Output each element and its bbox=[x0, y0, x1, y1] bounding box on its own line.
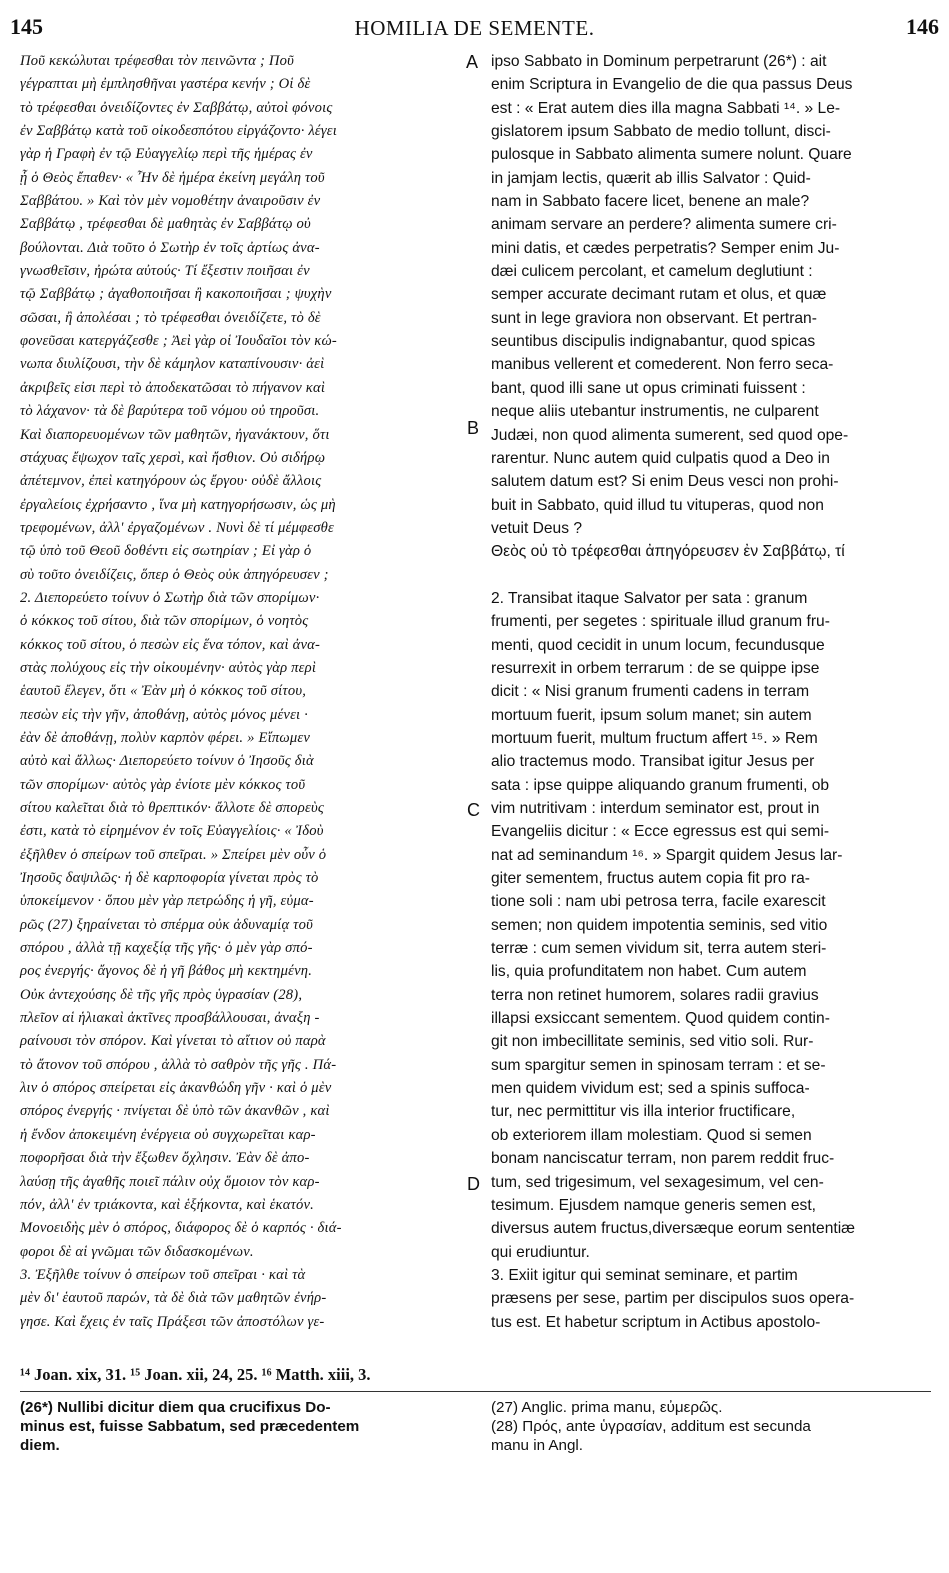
latin-text-line: men quidem vividum est; sed a spinis suffoca- bbox=[491, 1080, 810, 1098]
greek-text-line: λιν ὁ σπόρος σπείρεται εἰς ἀκανθώδη γῆν · καὶ ὁ μὲν bbox=[20, 1080, 332, 1097]
margin-marker-b: B bbox=[467, 418, 480, 438]
latin-text-line: terræ : cum semen vividum sit, terra autem steri- bbox=[491, 940, 827, 958]
greek-text-line: μὲν δι' ἑαυτοῦ παρών, τὰ δὲ διὰ τῶν μαθητῶν ἐνήρ- bbox=[20, 1290, 327, 1307]
latin-text-line: Judæi, non quod alimenta sumerent, sed quod ope- bbox=[491, 426, 849, 444]
greek-text-line: ἐργαλείοις ἐχρήσαντο , ἵνα μὴ κατηγορήσωσιν, ὡς μὴ bbox=[20, 496, 336, 513]
greek-text-line: πεσὼν εἰς τὴν γῆν, ἀποθάνῃ, αὐτὸς μόνος μένει · bbox=[20, 706, 308, 723]
latin-text-line: vim nutritivam : interdum seminator est, prout in bbox=[491, 800, 820, 817]
latin-text-line: enim Scriptura in Evangelio de die qua passus Deus bbox=[491, 76, 853, 94]
latin-text-line: in jamjam lectis, quærit ab illis Salvator : Quid- bbox=[491, 169, 811, 187]
greek-text-line: τὸ ἄτονον τοῦ σπόρου , ἀλλὰ τὸ σαθρὸν τῆς γῆς . Πά- bbox=[20, 1056, 337, 1073]
latin-text-line: 3. Exiit igitur qui seminat seminare, et partim bbox=[491, 1266, 798, 1284]
latin-text-line: tione soli : nam ubi petrosa terra, facile exarescit bbox=[491, 893, 826, 911]
footnotes-right bbox=[491, 1398, 936, 1455]
greek-text-line: βούλονται. Διὰ τοῦτο ὁ Σωτὴρ ἐν τοῖς ἀρτίως ἀνα- bbox=[20, 239, 320, 256]
greek-text-line: τῶν σπορίμων· αὐτὸς γὰρ ἐνίοτε μὲν κόκκος τοῦ bbox=[20, 776, 306, 793]
latin-text-line: tesimum. Ejusdem namque generis semen est, bbox=[491, 1196, 817, 1214]
page-number-left: 145 bbox=[10, 14, 43, 39]
latin-text-line: seuntibus discipulis indignabantur, quod spicas bbox=[491, 333, 816, 351]
greek-text-line: ἀπέτεμνον, ἐπεὶ κατηγόρουν ὡς ἔργου· οὐδὲ ἄλλοις bbox=[20, 473, 322, 490]
greek-text-line: στὰς πολύχους εἰς τὴν οἰκουμένην· αὐτὸς γὰρ περὶ bbox=[20, 659, 317, 676]
greek-text-line: κόκκος τοῦ σίτου, ὁ πεσὼν εἰς ἕνα τόπον, καὶ ἀνα- bbox=[20, 636, 321, 653]
greek-text-line: Σαββάτῳ , τρέφεσθαι δὲ μαθητὰς ἐν Σαββάτῳ οὐ bbox=[20, 216, 311, 233]
greek-text-line: σῶσαι, ἢ ἀπολέσαι ; τὸ τρέφεσθαι ὀνειδίζετε, τὸ δὲ bbox=[20, 309, 321, 326]
latin-text-line: dicit : « Nisi granum frumenti cadens in terram bbox=[491, 683, 810, 701]
greek-text-line: ποφορῆσαι διὰ τὴν ἔξωθεν ὄχλησιν. Ἐὰν δὲ ἀπο- bbox=[20, 1150, 310, 1167]
greek-text-line: λαύσῃ τῆς ἀγαθῆς ποιεῖ πάλιν οὐχ ὅμοιον τὸν καρ- bbox=[20, 1173, 320, 1190]
greek-text-line: γὰρ ἡ Γραφὴ ἐν τῷ Εὐαγγελίῳ περὶ τῆς ἡμέρας ἐν bbox=[20, 146, 313, 163]
footnote-line: minus est, fuisse Sabbatum, sed præcedentem bbox=[20, 1418, 360, 1435]
running-header bbox=[8, 14, 941, 40]
running-title: HOMILIA DE SEMENTE. bbox=[354, 16, 595, 40]
greek-text-line: τῷ Σαββάτῳ ; ἀγαθοποιῆσαι ἢ κακοποιῆσαι ; ψυχὴν bbox=[20, 286, 332, 303]
greek-text-line: σὺ τοῦτο ὀνειδίζεις, ὅπερ ὁ Θεὸς οὐκ ἀπηγόρευσεν ; bbox=[20, 566, 329, 583]
greek-text-line: σπόρος ἐνεργής · πνίγεται δὲ ὑπὸ τῶν ἀκανθῶν , καὶ bbox=[20, 1103, 330, 1120]
greek-text-line: Οὐκ ἀντεχούσης δὲ τῆς γῆς πρὸς ὑγρασίαν (28), bbox=[20, 986, 303, 1003]
latin-text-line: terra non retinet humorem, solares radii gravius bbox=[491, 986, 819, 1004]
latin-text-line: illapsi exsiccant sementem. Quod quidem contin- bbox=[491, 1010, 830, 1028]
latin-text-line: manibus vellerent et comederent. Non ferro seca- bbox=[491, 356, 834, 374]
latin-text-line: salutem datum est? Si enim Deus vesci non prohi- bbox=[491, 473, 839, 491]
greek-text-line: τὸ λάχανον· τὰ δὲ βαρύτερα τοῦ νόμου οὐ τηροῦσι. bbox=[20, 403, 320, 420]
latin-text-line: præsens per sese, partim per discipulos suos opera- bbox=[491, 1290, 855, 1308]
latin-text-line: sata : ipse quippe aliquando granum frumenti, ob bbox=[491, 776, 830, 794]
footnote-divider bbox=[20, 1391, 931, 1392]
greek-text-line: φοροι δὲ αἱ γνῶμαι τῶν διδασκομένων. bbox=[20, 1243, 254, 1260]
footnote-line: manu in Angl. bbox=[491, 1437, 584, 1454]
margin-marker-a: A bbox=[466, 52, 479, 72]
latin-text-line: tum, sed trigesimum, vel sexagesimum, vel cen- bbox=[491, 1173, 824, 1191]
greek-text-line: 2. Διεπορεύετο τοίνυν ὁ Σωτὴρ διὰ τῶν σπορίμων· bbox=[20, 589, 320, 606]
greek-text-line: ρος ἐνεργής· ἄγονος δὲ ἡ γῆ βάθος μὴ κεκτημένη. bbox=[20, 963, 313, 980]
greek-text-line: ἀκριβεῖς εἰσι περὶ τὸ ἀποδεκατῶσαι τὸ πήγανον καὶ bbox=[20, 379, 326, 396]
greek-text-line: ὑποκείμενον · ὅπου μὲν γὰρ πετρώδης ἡ γῆ, εὐμα- bbox=[20, 893, 314, 910]
greek-text-line: ἐστι, κατὰ τὸ εἰρημένον ἐν τοῖς Εὐαγγελίοις· « Ἰδοὺ bbox=[20, 823, 324, 840]
latin-text-line: dæi culicem percolant, et camelum deglutiunt : bbox=[491, 263, 813, 281]
footnotes-left bbox=[20, 1398, 470, 1455]
latin-text-line: 2. Transibat itaque Salvator per sata : granum bbox=[491, 589, 808, 607]
margin-marker-c: C bbox=[467, 800, 480, 820]
greek-text-line: τρεφομένων, ἀλλ' ἐργαζομένων . Νυνὶ δὲ τί μέμφεσθε bbox=[20, 519, 334, 536]
greek-text-line: ἡ ἔνδον ἀποκειμένη ἐνέργεια οὐ συγχωρεῖται καρ- bbox=[20, 1126, 316, 1143]
latin-text-line: nam in Sabbato facere licet, benene an male? bbox=[491, 193, 810, 211]
scripture-references: ¹⁴ Joan. xix, 31. ¹⁵ Joan. xii, 24, 25. ¹⁶ Matth. xiii, 3. bbox=[20, 1365, 371, 1384]
latin-text-line: est : « Erat autem dies illa magna Sabbati ¹⁴. » Le- bbox=[491, 99, 841, 117]
latin-text-line: tur, nec permittitur vis illa interior fructificare, bbox=[491, 1103, 796, 1121]
latin-text-line: mortuum fuerit, ipsum solum manet; sin autem bbox=[491, 706, 812, 724]
greek-text-line: ὁ κόκκος τοῦ σίτου, διὰ τῶν σπορίμων, ὁ νοητὸς bbox=[20, 613, 309, 630]
latin-text-line: rarentur. Nunc autem quid culpatis quod a Deo in bbox=[491, 449, 830, 467]
page-number-right: 146 bbox=[906, 14, 939, 39]
latin-text-line: semen; non quidem impotentia seminis, sed vitio bbox=[491, 916, 828, 934]
latin-text-line: diversus autem fructus,diversæque eorum sententiæ bbox=[491, 1220, 856, 1238]
latin-text-column bbox=[491, 50, 936, 1334]
latin-text-line: frumenti, per segetes : spirituale illud granum fru- bbox=[491, 613, 830, 631]
latin-text-line: mortuum fuerit, multum fructum affert ¹⁵. » Rem bbox=[491, 729, 818, 747]
latin-text-line: neque aliis utebantur instrumentis, ne culparent bbox=[491, 403, 819, 421]
latin-text-line: vetuit Deus ? bbox=[491, 519, 583, 537]
greek-text-line: τῷ ὑπὸ τοῦ Θεοῦ δοθέντι εἰς σωτηρίαν ; Εἰ γὰρ ὁ bbox=[20, 543, 312, 560]
greek-text-line: ἑαυτοῦ ἔλεγεν, ὅτι « Ἐὰν μὴ ὁ κόκκος τοῦ σίτου, bbox=[20, 683, 307, 700]
greek-text-line: νωπα διυλίζουσι, τὴν δὲ κάμηλον καταπίνουσιν· ἀεὶ bbox=[20, 356, 325, 373]
latin-text-line bbox=[491, 564, 936, 587]
latin-text-line: alio tractemus modo. Transibat igitur Jesus per bbox=[491, 753, 815, 771]
latin-text-line: ob exteriorem illam molestiam. Quod si semen bbox=[491, 1126, 812, 1144]
latin-text-line: resurrexit in orbem terrarum : de se quippe ipse bbox=[491, 659, 820, 677]
greek-text-line: 3. Ἐξῆλθε τοίνυν ὁ σπείρων τοῦ σπεῖραι · καὶ τὰ bbox=[20, 1266, 306, 1283]
greek-text-line: Σαββάτου. » Καὶ τὸν μὲν νομοθέτην ἀναιροῦσιν ἐν bbox=[20, 193, 321, 210]
footnote-line: diem. bbox=[20, 1437, 60, 1454]
latin-text-line: bonam nanciscatur terram, non parem reddit fruc- bbox=[491, 1150, 835, 1168]
latin-text-line: semper accurate decimant rutam et olus, et quæ bbox=[491, 286, 827, 304]
latin-text-line: Θεὸς οὐ τὸ τρέφεσθαι ἀπηγόρευσεν ἐν Σαββάτῳ, τί bbox=[491, 543, 845, 561]
greek-text-line: τὸ τρέφεσθαι ὀνειδίζοντες ἐν Σαββάτῳ, αὐτοὶ φόνοις bbox=[20, 99, 333, 116]
greek-text-line: Ἰησοῦς δαψιλῶς· ἡ δὲ καρποφορία γίνεται πρὸς τὸ bbox=[20, 870, 319, 887]
latin-text-line: sunt in lege graviora non observant. Et pertran- bbox=[491, 309, 817, 327]
latin-text-line: gislatorem ipsum Sabbato de medio tollunt, disci- bbox=[491, 123, 831, 141]
footnote-line: (28) Πρός, ante ὑγρασίαν, additum est secunda bbox=[491, 1418, 811, 1435]
footnote-line: (26*) Nullibi dicitur diem qua crucifixus Do- bbox=[20, 1399, 331, 1416]
greek-text-line: φονεῦσαι κατεργάζεσθε ; Ἀεὶ γὰρ οἱ Ἰουδαῖοι τὸν κώ- bbox=[20, 333, 337, 350]
greek-text-line: σίτου καλεῖται διὰ τὸ θρεπτικόν· ἄλλοτε δὲ σπορεὺς bbox=[20, 800, 324, 816]
latin-text-line: qui erudiuntur. bbox=[491, 1243, 590, 1261]
footnote-line: (27) Anglic. prima manu, εὐμερῶς. bbox=[491, 1399, 723, 1416]
latin-text-line: sum spargitur semen in spinosam terram : et se- bbox=[491, 1056, 826, 1074]
greek-text-line: σπόρου , ἀλλὰ τῇ καχεξίᾳ τῆς γῆς· ὁ μὲν γὰρ σπό- bbox=[20, 940, 313, 957]
latin-text-line: ipso Sabbato in Dominum perpetrarunt (26*) : ait bbox=[491, 53, 827, 70]
greek-text-line: ρῶς (27) ξηραίνεται τὸ σπέρμα οὐκ ἀδυναμίᾳ τοῦ bbox=[20, 916, 313, 933]
margin-marker-d: D bbox=[467, 1174, 480, 1194]
greek-text-line: Μονοειδὴς μὲν ὁ σπόρος, διάφορος δὲ ὁ καρπός · διά- bbox=[20, 1220, 342, 1237]
greek-text-column bbox=[20, 50, 460, 1334]
latin-text-line: animam servare an perdere? alimenta sumere cri- bbox=[491, 216, 837, 234]
greek-text-line: Καὶ διαπορευομένων τῶν μαθητῶν, ἠγανάκτουν, ὅτι bbox=[20, 426, 330, 443]
latin-text-line: menti, quod cecidit in unum locum, fecundusque bbox=[491, 636, 825, 654]
greek-text-line: στάχυας ἔψωχον ταῖς χερσὶ, καὶ ἤσθιον. Οὐ σιδήρῳ bbox=[20, 449, 326, 466]
latin-text-line: buit in Sabbato, quid illud tu vituperas, quod non bbox=[491, 496, 824, 514]
greek-text-line: ἐὰν δὲ ἀποθάνῃ, πολὺν καρπὸν φέρει. » Εἴπωμεν bbox=[20, 729, 311, 746]
latin-text-line: bant, quod illi sane ut opus criminati fuissent : bbox=[491, 379, 806, 397]
greek-text-line: γνωσθεῖσιν, ἠρώτα αὐτούς· Τί ἔξεστιν ποιῆσαι ἐν bbox=[20, 263, 310, 280]
latin-text-line: lis, quia profunditatem non habet. Cum autem bbox=[491, 963, 807, 981]
greek-text-line: ᾗ ὁ Θεὸς ἔπαθεν· « Ἦν δὲ ἡμέρα ἐκείνη μεγάλη τοῦ bbox=[20, 169, 325, 186]
greek-text-line: ἐν Σαββάτῳ κατὰ τοῦ οἰκοδεσπότου εἰργάζοντο· λέγει bbox=[20, 123, 338, 140]
greek-text-line: πλεῖον αἱ ἡλιακαὶ ἀκτῖνες προσβάλλουσαι, ἀναξη - bbox=[20, 1010, 320, 1027]
greek-text-line: ἐξῆλθεν ὁ σπείρων τοῦ σπεῖραι. » Σπείρει μὲν οὖν ὁ bbox=[20, 846, 327, 863]
latin-text-line: git non imbecillitate seminis, sed vitio soli. Rur- bbox=[491, 1033, 814, 1051]
greek-text-line: Ποῦ κεκώλυται τρέφεσθαι τὸν πεινῶντα ; Ποῦ bbox=[20, 53, 295, 69]
latin-text-line: pulosque in Sabbato alimenta sumere nolunt. Quare bbox=[491, 146, 852, 164]
greek-text-line: αὐτὸ καὶ ἄλλως· Διεπορεύετο τοίνυν ὁ Ἰησοῦς διὰ bbox=[20, 753, 314, 770]
latin-text-line: mini datis, et cædes perpetratis? Semper enim Ju- bbox=[491, 239, 840, 257]
greek-text-line: γέγραπται μὴ ἐμπλησθῆναι γαστέρα κενήν ; Οἱ δὲ bbox=[20, 76, 311, 93]
greek-text-line: ραίνουσι τὸν σπόρον. Καὶ γίνεται τὸ αἴτιον οὐ παρὰ bbox=[20, 1033, 326, 1050]
greek-text-line: πόν, ἀλλ' ἐν τριάκοντα, καὶ ἑξήκοντα, καὶ ἑκατόν. bbox=[20, 1196, 315, 1213]
greek-text-line: γησε. Καὶ ἔχεις ἐν ταῖς Πράξεσι τῶν ἀποστόλων γε- bbox=[20, 1313, 325, 1330]
latin-text-line: Evangeliis dicitur : « Ecce egressus est qui semi- bbox=[491, 823, 830, 841]
latin-text-line: giter sementem, fructus autem copia fit pro ra- bbox=[491, 870, 810, 888]
latin-text-line: nat ad seminandum ¹⁶. » Spargit quidem Jesus lar- bbox=[491, 846, 843, 864]
latin-text-line: tus est. Et habetur scriptum in Actibus apostolo- bbox=[491, 1313, 821, 1331]
